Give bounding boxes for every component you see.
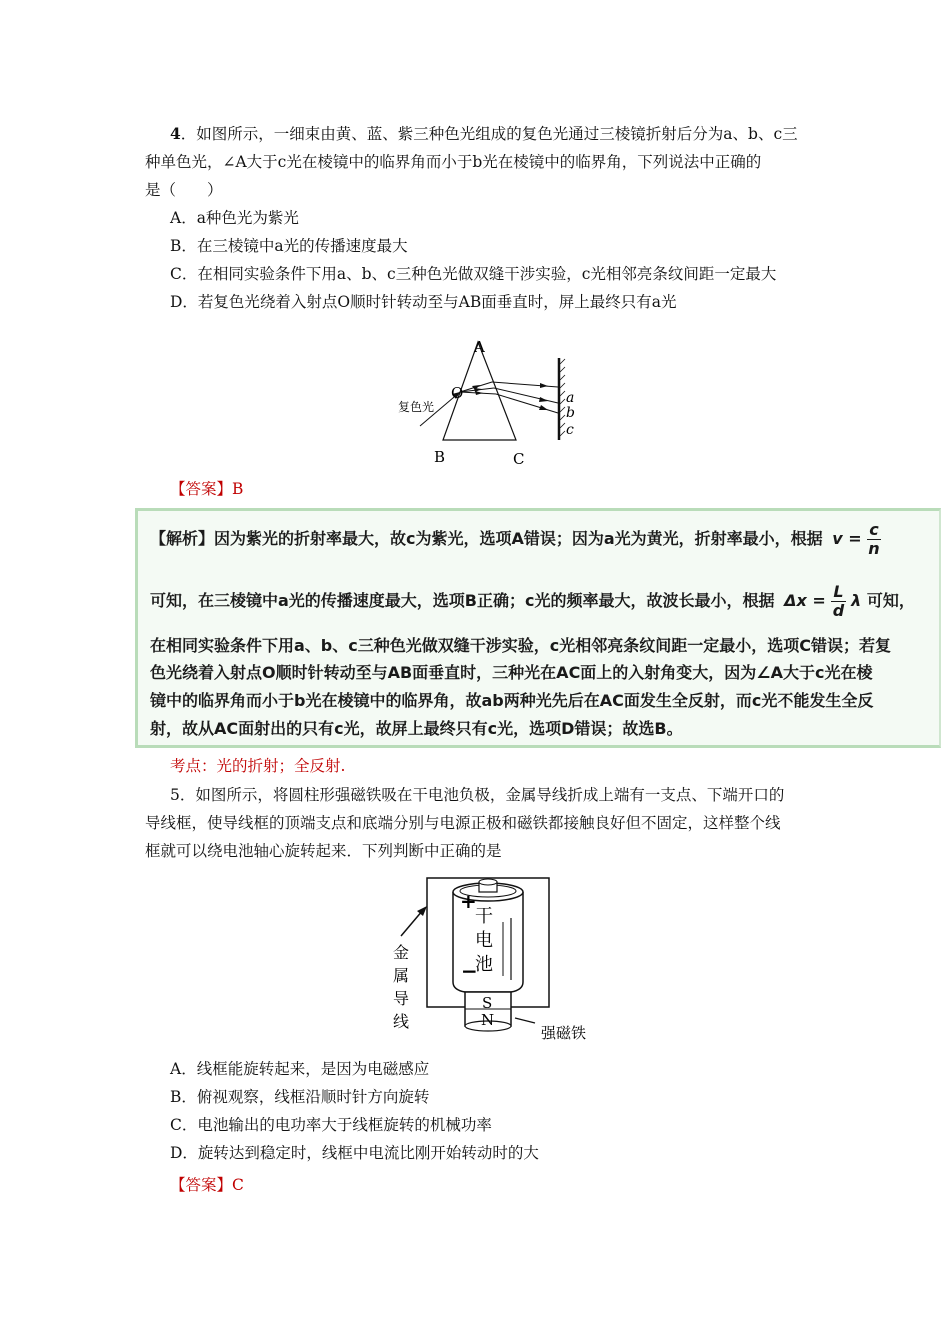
q5-stem-line1: 5．如图所示，将圆柱形强磁铁吸在干电池负极，金属导线折成上端有一支点、下端开口的 <box>170 786 785 804</box>
q5-option-d: D．旋转达到稳定时，线框中电流比刚开始转动时的大 <box>170 1144 539 1162</box>
plus-sign: + <box>460 889 477 913</box>
q4-stem-line1: 4．如图所示，一细束由黄、蓝、紫三种色光组成的复色光通过三棱镜折射后分为a、b、c三 <box>170 124 798 143</box>
q4-stem-line2: 种单色光，∠A大于c光在棱镜中的临界角而小于b光在棱镜中的临界角，下列说法中正确的 <box>145 153 762 171</box>
vertex-b-label: B <box>434 448 446 466</box>
explanation-line1: 【解析】因为紫光的折射率最大，故c为紫光，选项A错误；因为a光为黄光，折射率最小，根据 v = $\frac{c}{n}$ <box>150 520 880 558</box>
wire-char-3: 导 <box>393 989 410 1008</box>
q4-option-d: D．若复色光绕着入射点O顺时针转动至与AB面垂直时，屏上最终只有a光 <box>170 293 677 311</box>
explanation-line6: 射，故从AC面射出的只有c光，故屏上最终只有c光，选项D错误；故选B。 <box>150 719 683 738</box>
q5-stem-line3: 框就可以绕电池轴心旋转起来．下列判断中正确的是 <box>145 842 502 860</box>
ray-b-label: b <box>566 405 575 421</box>
incident-light-label: 复色光 <box>398 400 435 414</box>
formula-v-fraction: $\frac{c}{n}$ <box>868 520 880 558</box>
pole-s-label: S <box>482 994 493 1012</box>
vertex-c-label: C <box>513 450 525 468</box>
battery-figure <box>385 870 605 1050</box>
point-o-label: O <box>451 384 464 402</box>
explanation-line3: 在相同实验条件下用a、b、c三种色光做双缝干涉实验，c光相邻亮条纹间距一定最小，选项C错误；若复 <box>150 636 891 655</box>
q4-option-c: C．在相同实验条件下用a、b、c三种色光做双缝干涉实验，c光相邻亮条纹间距一定最大 <box>170 265 777 283</box>
battery-char-2: 电 <box>475 930 493 951</box>
wire-char-4: 线 <box>393 1012 410 1031</box>
ray-b-line <box>494 388 558 403</box>
magnet-label: 强磁铁 <box>541 1024 587 1042</box>
q5-answer: 【答案】C <box>170 1176 244 1194</box>
battery-char-1: 干 <box>475 906 493 927</box>
q5-option-b: B．俯视观察，线框沿顺时针方向旋转 <box>170 1088 430 1106</box>
battery-char-3: 池 <box>475 954 493 975</box>
ray-c-line <box>496 394 558 413</box>
ray-c-label: c <box>566 422 574 438</box>
pole-n-label: N <box>481 1011 495 1029</box>
q5-stem-line2: 导线框，使导线框的顶端支点和底端分别与电源正极和磁铁都接触良好但不固定，这样整个线 <box>145 814 781 832</box>
vertex-a-label: A <box>474 338 485 356</box>
wire-pointer <box>401 910 423 936</box>
q4-kaodian: 考点：光的折射；全反射. <box>170 757 346 775</box>
explanation-line5: 镜中的临界角而小于b光在棱镜中的临界角，故ab两种光先后在AC面发生全反射，而c光不能发生全反 <box>150 691 874 710</box>
wire-char-1: 金 <box>393 943 410 962</box>
prism-figure <box>380 330 600 475</box>
screen-hatch <box>560 359 565 436</box>
ray-a-label: a <box>566 390 575 406</box>
q4-answer: 【答案】B <box>170 480 244 498</box>
q4-stem-line3: 是（ ） <box>145 181 223 199</box>
q4-number: 4 <box>170 124 181 143</box>
q5-option-a: A．线框能旋转起来，是因为电磁感应 <box>170 1060 430 1078</box>
q5-option-c: C．电池输出的电功率大于线框旋转的机械功率 <box>170 1116 492 1134</box>
explanation-line2: 可知，在三棱镜中a光的传播速度最大，选项B正确；c光的频率最大，故波长最小，根据 Δx = $\frac{L}{d}$ λ 可知， <box>150 582 915 620</box>
minus-sign: − <box>461 959 478 983</box>
ray-a-line <box>492 382 558 387</box>
magnet-pointer <box>515 1018 535 1023</box>
formula-dx-fraction: $\frac{L}{d}$ <box>832 582 845 620</box>
q4-explanation-box <box>135 508 941 748</box>
q4-option-b: B．在三棱镜中a光的传播速度最大 <box>170 237 408 255</box>
wire-char-2: 属 <box>393 966 410 985</box>
explanation-line4: 色光绕着入射点O顺时针转动至与AB面垂直时，三种光在AC面上的入射角变大，因为∠A大于c光在棱 <box>150 663 873 682</box>
q4-option-a: A．a种色光为紫光 <box>170 209 299 227</box>
